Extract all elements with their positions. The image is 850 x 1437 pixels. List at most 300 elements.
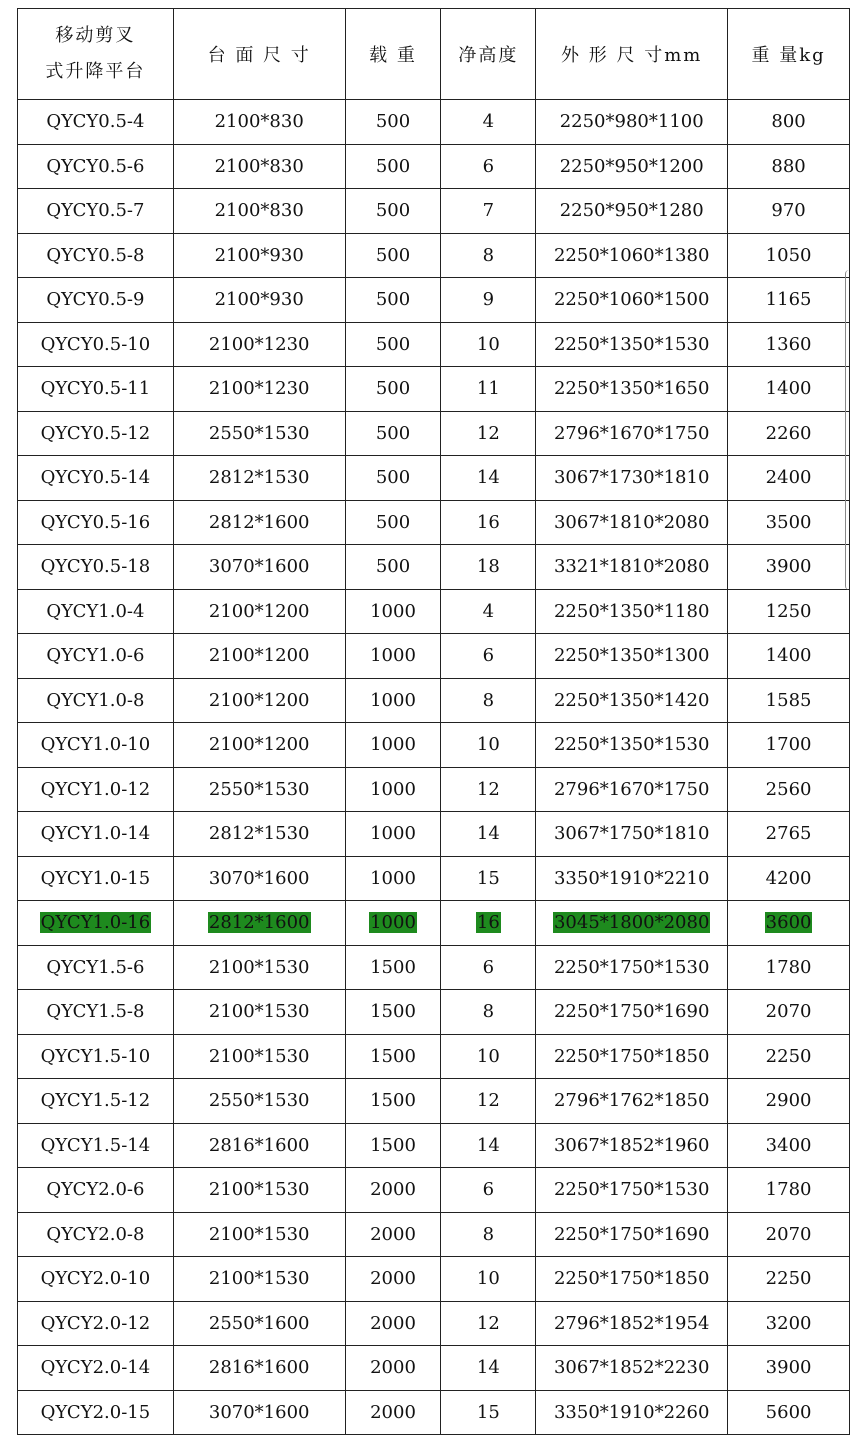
cell-text: 500 xyxy=(375,467,411,489)
cell-text: 500 xyxy=(375,556,411,578)
cell-text: QYCY1.0-10 xyxy=(40,734,151,756)
cell-model xyxy=(18,1079,174,1124)
cell-text: 2812*1600 xyxy=(208,912,310,934)
cell-overall-dimensions xyxy=(536,1346,728,1391)
cell-platform-size xyxy=(173,233,345,278)
cell-weight xyxy=(728,901,850,946)
cell-model xyxy=(18,1346,174,1391)
cell-model xyxy=(18,1168,174,1213)
cell-text: 10 xyxy=(476,1268,500,1290)
cell-text: 2100*830 xyxy=(214,200,304,222)
cell-weight xyxy=(728,144,850,189)
page-edge-mark xyxy=(845,270,850,590)
cell-load xyxy=(345,589,441,634)
cell-load xyxy=(345,1390,441,1435)
cell-text: 2816*1600 xyxy=(208,1134,310,1156)
cell-text: QYCY0.5-14 xyxy=(40,467,151,489)
cell-clear-height xyxy=(441,1257,536,1302)
cell-text: 12 xyxy=(476,1090,500,1112)
cell-model xyxy=(18,812,174,857)
cell-clear-height xyxy=(441,634,536,679)
cell-text: QYCY0.5-6 xyxy=(46,155,145,177)
cell-text: 6 xyxy=(482,645,495,667)
cell-platform-size xyxy=(173,456,345,501)
cell-text: 2816*1600 xyxy=(208,1357,310,1379)
cell-text: 2100*830 xyxy=(214,111,304,133)
cell-overall-dimensions xyxy=(536,411,728,456)
cell-overall-dimensions xyxy=(536,589,728,634)
cell-text: 2550*1530 xyxy=(208,422,310,444)
cell-text: 2250*1060*1380 xyxy=(553,244,710,266)
cell-weight xyxy=(728,411,850,456)
cell-load xyxy=(345,990,441,1035)
cell-weight xyxy=(728,678,850,723)
cell-load xyxy=(345,678,441,723)
cell-overall-dimensions xyxy=(536,1257,728,1302)
cell-platform-size xyxy=(173,1346,345,1391)
cell-load xyxy=(345,856,441,901)
cell-model xyxy=(18,856,174,901)
cell-platform-size xyxy=(173,144,345,189)
cell-text: 2250 xyxy=(765,1045,812,1067)
cell-overall-dimensions xyxy=(536,100,728,145)
cell-weight xyxy=(728,1168,850,1213)
cell-text: 2070 xyxy=(765,1001,812,1023)
cell-text: 2100*1200 xyxy=(208,689,310,711)
table-row xyxy=(18,322,850,367)
cell-clear-height xyxy=(441,723,536,768)
cell-overall-dimensions xyxy=(536,723,728,768)
cell-text: QYCY0.5-10 xyxy=(40,333,151,355)
cell-model xyxy=(18,945,174,990)
cell-overall-dimensions xyxy=(536,856,728,901)
cell-text: 2100*1230 xyxy=(208,333,310,355)
cell-text: QYCY0.5-9 xyxy=(46,289,145,311)
table-row xyxy=(18,1390,850,1435)
table-row xyxy=(18,901,850,946)
cell-load xyxy=(345,545,441,590)
cell-text: 2796*1670*1750 xyxy=(553,422,710,444)
cell-text: 2250*1750*1690 xyxy=(553,1001,710,1023)
spec-table xyxy=(17,8,850,1435)
cell-text: 1700 xyxy=(765,734,812,756)
cell-model xyxy=(18,545,174,590)
cell-overall-dimensions xyxy=(536,545,728,590)
cell-text: 1585 xyxy=(765,689,812,711)
cell-overall-dimensions xyxy=(536,144,728,189)
cell-model xyxy=(18,456,174,501)
cell-text: 1500 xyxy=(370,1134,416,1156)
cell-text: QYCY2.0-15 xyxy=(40,1401,151,1423)
cell-text: QYCY0.5-18 xyxy=(40,556,151,578)
table-row xyxy=(18,1123,850,1168)
cell-weight xyxy=(728,100,850,145)
table-row xyxy=(18,1168,850,1213)
cell-text: 2250*1750*1530 xyxy=(553,956,710,978)
cell-text: 2100*1530 xyxy=(208,1045,310,1067)
cell-text: 2250*1350*1650 xyxy=(553,378,710,400)
table-row xyxy=(18,1301,850,1346)
cell-text: QYCY1.0-6 xyxy=(46,645,145,667)
cell-text: 2100*830 xyxy=(214,155,304,177)
cell-text: 6 xyxy=(482,956,495,978)
cell-text: 2250*1750*1690 xyxy=(553,1223,710,1245)
header-platform-size xyxy=(173,9,345,100)
cell-load xyxy=(345,723,441,768)
cell-text: 500 xyxy=(375,200,411,222)
table-row xyxy=(18,189,850,234)
cell-model xyxy=(18,1257,174,1302)
cell-text: 2796*1852*1954 xyxy=(553,1312,710,1334)
header-text: 外 形 尺 寸mm xyxy=(561,45,703,66)
cell-text: 2550*1530 xyxy=(208,1090,310,1112)
cell-text: 1165 xyxy=(765,289,812,311)
cell-text: 10 xyxy=(476,1045,500,1067)
cell-load xyxy=(345,1301,441,1346)
table-row xyxy=(18,767,850,812)
cell-weight xyxy=(728,500,850,545)
cell-weight xyxy=(728,1257,850,1302)
header-text: 载 重 xyxy=(369,45,417,66)
cell-text: 7 xyxy=(482,200,495,222)
table-row xyxy=(18,233,850,278)
cell-text: 12 xyxy=(476,422,500,444)
table-row xyxy=(18,100,850,145)
cell-text: 500 xyxy=(375,422,411,444)
cell-clear-height xyxy=(441,278,536,323)
cell-text: 1000 xyxy=(370,600,416,622)
cell-platform-size xyxy=(173,367,345,412)
cell-text: 2100*1200 xyxy=(208,600,310,622)
cell-text: QYCY2.0-10 xyxy=(40,1268,151,1290)
cell-load xyxy=(345,144,441,189)
cell-text: 10 xyxy=(476,734,500,756)
cell-platform-size xyxy=(173,856,345,901)
cell-overall-dimensions xyxy=(536,500,728,545)
cell-text: 6 xyxy=(482,1179,495,1201)
cell-overall-dimensions xyxy=(536,634,728,679)
cell-text: 1250 xyxy=(765,600,812,622)
header-overall-dimensions xyxy=(536,9,728,100)
cell-text: 2250*1750*1850 xyxy=(553,1045,710,1067)
cell-overall-dimensions xyxy=(536,1079,728,1124)
cell-text: QYCY1.0-14 xyxy=(40,823,151,845)
table-row xyxy=(18,144,850,189)
cell-model xyxy=(18,901,174,946)
cell-overall-dimensions xyxy=(536,945,728,990)
header-weight xyxy=(728,9,850,100)
cell-text: QYCY0.5-11 xyxy=(40,378,151,400)
cell-model xyxy=(18,589,174,634)
cell-text: 3067*1852*1960 xyxy=(553,1134,710,1156)
cell-text: 970 xyxy=(771,200,806,222)
cell-text: 3067*1750*1810 xyxy=(553,823,710,845)
cell-platform-size xyxy=(173,1212,345,1257)
table-row xyxy=(18,723,850,768)
cell-text: QYCY1.5-10 xyxy=(40,1045,151,1067)
cell-model xyxy=(18,1212,174,1257)
cell-text: 500 xyxy=(375,511,411,533)
cell-text: 3070*1600 xyxy=(208,867,310,889)
cell-weight xyxy=(728,1079,850,1124)
cell-load xyxy=(345,233,441,278)
cell-text: 8 xyxy=(482,1223,495,1245)
cell-text: 1500 xyxy=(370,1001,416,1023)
cell-text: 12 xyxy=(476,778,500,800)
cell-text: 2100*1230 xyxy=(208,378,310,400)
cell-text: 1000 xyxy=(370,823,416,845)
cell-weight xyxy=(728,812,850,857)
cell-load xyxy=(345,1212,441,1257)
table-row xyxy=(18,678,850,723)
cell-text: 2260 xyxy=(765,422,812,444)
cell-load xyxy=(345,367,441,412)
cell-text: 1000 xyxy=(370,867,416,889)
cell-weight xyxy=(728,189,850,234)
table-row xyxy=(18,634,850,679)
cell-load xyxy=(345,500,441,545)
cell-platform-size xyxy=(173,812,345,857)
cell-text: 2250*1350*1530 xyxy=(553,734,710,756)
cell-text: 1500 xyxy=(370,1090,416,1112)
cell-text: 2000 xyxy=(370,1357,416,1379)
cell-text: QYCY1.5-12 xyxy=(40,1090,151,1112)
cell-model xyxy=(18,100,174,145)
cell-clear-height xyxy=(441,144,536,189)
cell-text: 5600 xyxy=(765,1401,812,1423)
cell-overall-dimensions xyxy=(536,1123,728,1168)
cell-clear-height xyxy=(441,500,536,545)
cell-text: 3200 xyxy=(765,1312,812,1334)
cell-clear-height xyxy=(441,1034,536,1079)
cell-text: 500 xyxy=(375,111,411,133)
cell-clear-height xyxy=(441,856,536,901)
cell-overall-dimensions xyxy=(536,901,728,946)
cell-text: QYCY1.0-15 xyxy=(40,867,151,889)
cell-platform-size xyxy=(173,945,345,990)
table-row xyxy=(18,990,850,1035)
cell-text: QYCY1.0-16 xyxy=(40,912,151,934)
cell-text: 15 xyxy=(476,867,500,889)
cell-weight xyxy=(728,589,850,634)
cell-text: 8 xyxy=(482,1001,495,1023)
cell-weight xyxy=(728,1123,850,1168)
cell-text: 2400 xyxy=(765,467,812,489)
cell-weight xyxy=(728,1301,850,1346)
cell-clear-height xyxy=(441,1212,536,1257)
cell-clear-height xyxy=(441,189,536,234)
cell-load xyxy=(345,1079,441,1124)
cell-text: 2000 xyxy=(370,1401,416,1423)
cell-text: 2250*950*1200 xyxy=(559,155,704,177)
cell-load xyxy=(345,411,441,456)
cell-text: 3067*1810*2080 xyxy=(553,511,710,533)
cell-text: QYCY2.0-6 xyxy=(46,1179,145,1201)
cell-load xyxy=(345,901,441,946)
cell-clear-height xyxy=(441,233,536,278)
cell-text: 3350*1910*2210 xyxy=(553,867,710,889)
cell-overall-dimensions xyxy=(536,1212,728,1257)
cell-weight xyxy=(728,856,850,901)
cell-text: 1360 xyxy=(765,333,812,355)
table-row xyxy=(18,545,850,590)
cell-load xyxy=(345,1034,441,1079)
cell-text: 4 xyxy=(482,111,495,133)
table-row xyxy=(18,1079,850,1124)
cell-model xyxy=(18,411,174,456)
cell-model xyxy=(18,723,174,768)
cell-text: 1400 xyxy=(765,645,812,667)
cell-text: 2765 xyxy=(765,823,812,845)
cell-load xyxy=(345,1346,441,1391)
cell-text: QYCY1.0-12 xyxy=(40,778,151,800)
cell-weight xyxy=(728,1034,850,1079)
cell-clear-height xyxy=(441,411,536,456)
cell-text: QYCY0.5-7 xyxy=(46,200,145,222)
cell-text: 9 xyxy=(482,289,495,311)
table-row xyxy=(18,1257,850,1302)
cell-overall-dimensions xyxy=(536,1301,728,1346)
cell-weight xyxy=(728,278,850,323)
cell-clear-height xyxy=(441,1168,536,1213)
cell-load xyxy=(345,100,441,145)
cell-overall-dimensions xyxy=(536,367,728,412)
cell-text: QYCY1.5-6 xyxy=(46,956,145,978)
cell-overall-dimensions xyxy=(536,678,728,723)
cell-text: 1500 xyxy=(370,956,416,978)
cell-text: 14 xyxy=(476,1134,500,1156)
cell-text: 2550*1530 xyxy=(208,778,310,800)
cell-text: 2000 xyxy=(370,1223,416,1245)
cell-load xyxy=(345,322,441,367)
cell-text: 2000 xyxy=(370,1312,416,1334)
cell-text: 2812*1600 xyxy=(208,511,310,533)
header-load xyxy=(345,9,441,100)
cell-text: 500 xyxy=(375,333,411,355)
table-row xyxy=(18,1212,850,1257)
cell-text: 2250*1350*1180 xyxy=(553,600,710,622)
cell-model xyxy=(18,144,174,189)
cell-text: 2812*1530 xyxy=(208,823,310,845)
cell-text: 2100*1530 xyxy=(208,1223,310,1245)
cell-overall-dimensions xyxy=(536,1168,728,1213)
cell-overall-dimensions xyxy=(536,767,728,812)
header-text: 移动剪叉 xyxy=(55,25,136,46)
cell-text: 3070*1600 xyxy=(208,556,310,578)
cell-platform-size xyxy=(173,545,345,590)
cell-clear-height xyxy=(441,589,536,634)
cell-text: 1000 xyxy=(370,645,416,667)
cell-model xyxy=(18,767,174,812)
cell-text: 2812*1530 xyxy=(208,467,310,489)
cell-clear-height xyxy=(441,367,536,412)
cell-overall-dimensions xyxy=(536,233,728,278)
cell-text: 2000 xyxy=(370,1268,416,1290)
cell-text: QYCY2.0-12 xyxy=(40,1312,151,1334)
cell-platform-size xyxy=(173,1390,345,1435)
cell-weight xyxy=(728,990,850,1035)
cell-text: QYCY1.0-4 xyxy=(46,600,145,622)
cell-text: 6 xyxy=(482,155,495,177)
cell-clear-height xyxy=(441,1301,536,1346)
header-text: 净高度 xyxy=(458,45,519,66)
cell-load xyxy=(345,1168,441,1213)
cell-model xyxy=(18,500,174,545)
cell-text: 2796*1670*1750 xyxy=(553,778,710,800)
cell-weight xyxy=(728,945,850,990)
cell-model xyxy=(18,1034,174,1079)
cell-clear-height xyxy=(441,545,536,590)
table-row xyxy=(18,367,850,412)
cell-overall-dimensions xyxy=(536,456,728,501)
cell-weight xyxy=(728,233,850,278)
cell-load xyxy=(345,456,441,501)
cell-text: QYCY0.5-4 xyxy=(46,111,145,133)
cell-text: 1400 xyxy=(765,378,812,400)
cell-platform-size xyxy=(173,634,345,679)
cell-clear-height xyxy=(441,990,536,1035)
cell-text: 1000 xyxy=(370,778,416,800)
cell-text: 800 xyxy=(771,111,806,133)
cell-model xyxy=(18,189,174,234)
cell-overall-dimensions xyxy=(536,990,728,1035)
cell-model xyxy=(18,634,174,679)
cell-text: 2250*950*1280 xyxy=(559,200,704,222)
cell-text: 3900 xyxy=(765,1357,812,1379)
cell-platform-size xyxy=(173,411,345,456)
cell-text: QYCY1.5-8 xyxy=(46,1001,145,1023)
cell-text: 2100*1530 xyxy=(208,1179,310,1201)
cell-text: 2250 xyxy=(765,1268,812,1290)
cell-text: QYCY1.5-14 xyxy=(40,1134,151,1156)
cell-text: 3070*1600 xyxy=(208,1401,310,1423)
cell-text: 11 xyxy=(476,378,500,400)
cell-text: 18 xyxy=(476,556,500,578)
cell-load xyxy=(345,278,441,323)
cell-overall-dimensions xyxy=(536,1034,728,1079)
cell-overall-dimensions xyxy=(536,322,728,367)
cell-platform-size xyxy=(173,100,345,145)
cell-text: 2900 xyxy=(765,1090,812,1112)
cell-platform-size xyxy=(173,589,345,634)
cell-text: 1050 xyxy=(765,244,812,266)
cell-platform-size xyxy=(173,1123,345,1168)
table-row xyxy=(18,589,850,634)
cell-text: 500 xyxy=(375,378,411,400)
cell-text: 8 xyxy=(482,244,495,266)
cell-text: 3067*1852*2230 xyxy=(553,1357,710,1379)
cell-text: 500 xyxy=(375,155,411,177)
cell-weight xyxy=(728,634,850,679)
cell-clear-height xyxy=(441,1123,536,1168)
cell-clear-height xyxy=(441,901,536,946)
cell-text: 2560 xyxy=(765,778,812,800)
cell-platform-size xyxy=(173,500,345,545)
cell-weight xyxy=(728,545,850,590)
cell-text: 500 xyxy=(375,289,411,311)
cell-model xyxy=(18,278,174,323)
cell-text: 2000 xyxy=(370,1179,416,1201)
cell-text: 15 xyxy=(476,1401,500,1423)
cell-platform-size xyxy=(173,990,345,1035)
cell-text: 4 xyxy=(482,600,495,622)
cell-text: 880 xyxy=(771,155,806,177)
cell-load xyxy=(345,945,441,990)
cell-text: 3350*1910*2260 xyxy=(553,1401,710,1423)
cell-platform-size xyxy=(173,1257,345,1302)
header-model xyxy=(18,9,174,100)
cell-text: QYCY2.0-14 xyxy=(40,1357,151,1379)
